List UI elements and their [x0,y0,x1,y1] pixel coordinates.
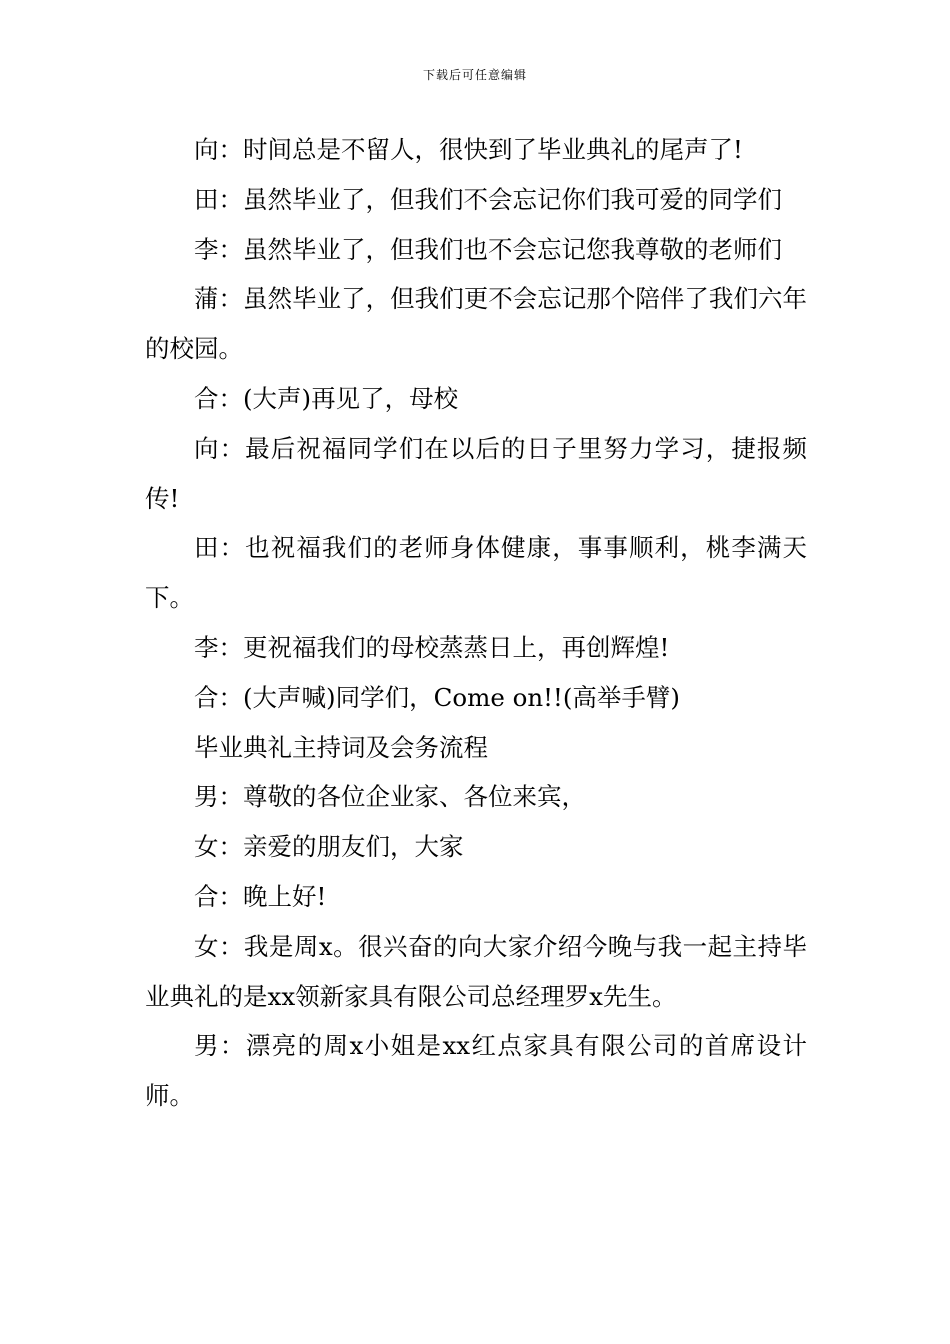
paragraph: 蒲：虽然毕业了，但我们更不会忘记那个陪伴了我们六年的校园。 [145,284,807,364]
paragraph: 男：漂亮的周x小姐是xx红点家具有限公司的首席设计师。 [145,1031,807,1111]
header-note: 下载后可任意编辑 [422,68,527,82]
paragraph: 向：时间总是不留人，很快到了毕业典礼的尾声了! [194,135,743,164]
paragraph: 李：虽然毕业了，但我们也不会忘记您我尊敬的老师们 [194,234,782,264]
paragraph: 合：晚上好! [194,881,327,911]
paragraph: 男：尊敬的各位企业家、各位来宾， [194,782,586,812]
paragraph: 田：虽然毕业了，但我们不会忘记你们我可爱的同学们 [194,184,782,214]
document-body [145,125,807,1121]
paragraph: 向：最后祝福同学们在以后的日子里努力学习，捷报频传! [145,433,807,513]
paragraph: 女：我是周x。很兴奋的向大家介绍今晚与我一起主持毕业典礼的是xx领新家具有限公司总经理罗x先生。 [145,931,807,1011]
paragraph: 田：也祝福我们的老师身体健康，事事顺利，桃李满天下。 [145,533,807,613]
paragraph: 李：更祝福我们的母校蒸蒸日上，再创辉煌! [194,632,670,662]
section-heading: 毕业典礼主持词及会务流程 [194,732,488,762]
paragraph: 合：(大声)再见了，母校 [194,383,459,413]
paragraph: 合：(大声喊)同学们，Come on!!(高举手臂) [194,682,680,712]
paragraph: 女：亲爱的朋友们，大家 [194,832,464,862]
